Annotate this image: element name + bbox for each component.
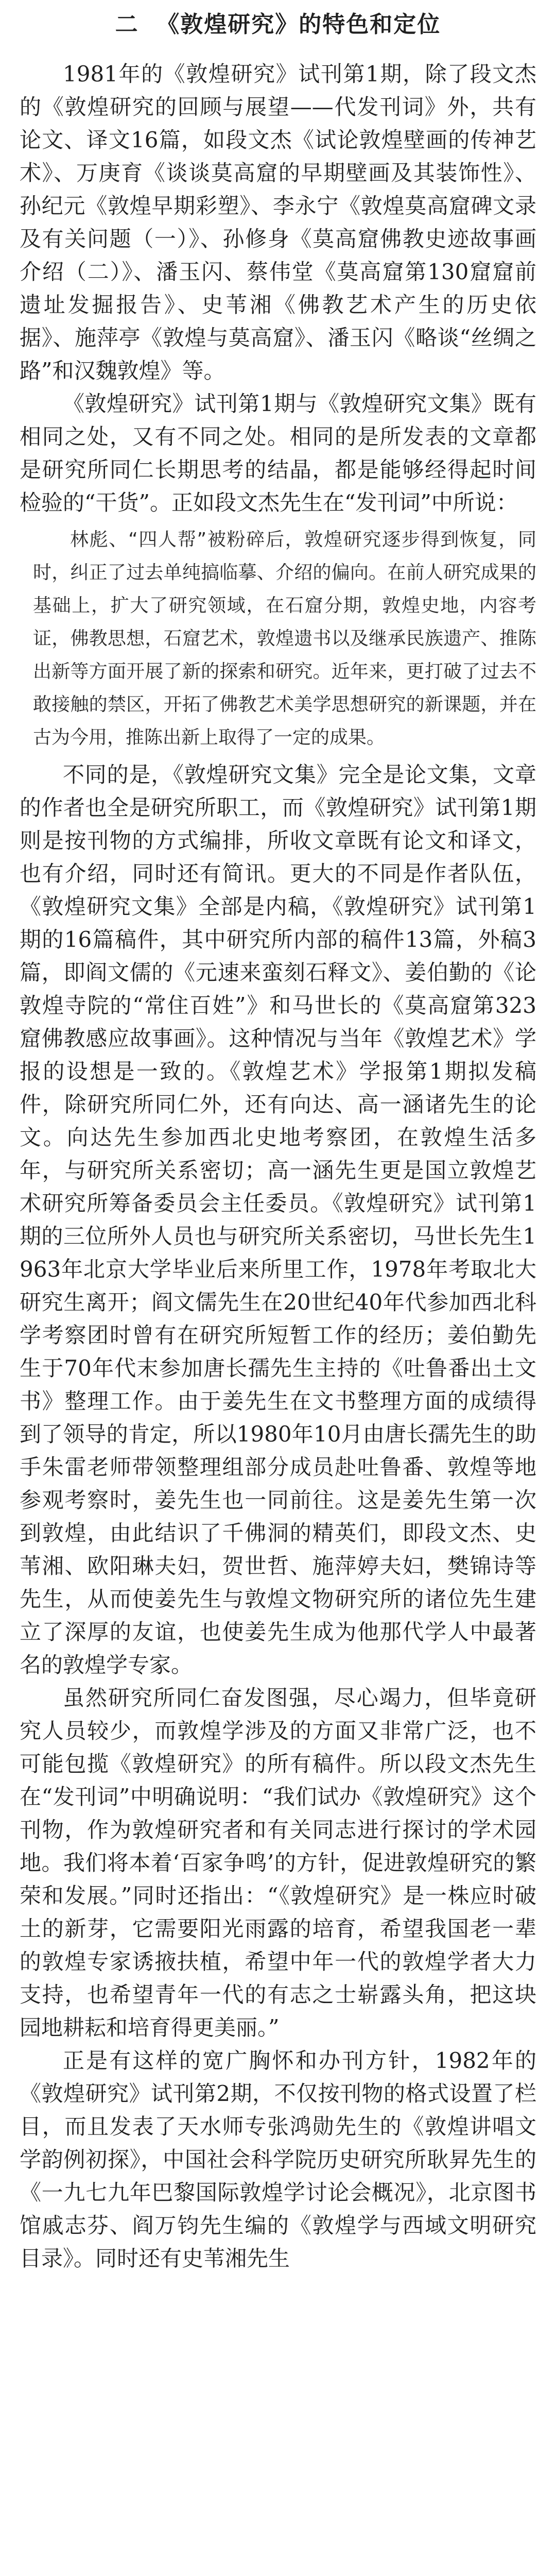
paragraph-differences: 不同的是，《敦煌研究文集》完全是论文集，文章的作者也全是研究所职工，而《敦煌研究》试刊第1期则是按刊物的方式编排，所收文章既有论文和译文，也有介绍，同时还有简讯。更大的不同是作者队伍，《敦煌研究文集》全部是内稿，《敦煌研究》试刊第1期的16篇稿件，其中研究所内部的稿件13篇，外稿3篇，即阎文儒的《元速来蛮刻石释文》、姜伯勤的《论敦煌寺院的“常住百姓”》和马世长的《莫高窟第323窟佛教感应故事画》。这种情况与当年《敦煌艺术》学报的设想是一致的。《敦煌艺术》学报第1期拟发稿件，除研究所同仁外，还有向达、高一涵诸先生的论文。向达先生参加西北史地考察团，在敦煌生活多年，与研究所关系密切；高一涵先生更是国立敦煌艺术研究所筹备委员会主任委员。《敦煌研究》试刊第1期的三位所外人员也与研究所关系密切，马世长先生1963年北京大学毕业后来所里工作，1978年考取北大研究生离开；阎文儒先生在20世纪40年代参加西北科学考察团时曾有在研究所短暂工作的经历；姜伯勤先生于70年代末参加唐长孺先生主持的《吐鲁番出土文书》整理工作。由于姜先生在文书整理方面的成绩得到了领导的肯定，所以1980年10月由唐长孺先生的助手朱雷老师带领整理组部分成员赴吐鲁番、敦煌等地参观考察时，姜先生也一同前往。这是姜先生第一次到敦煌，由此结识了千佛洞的精英们，即段文杰、史苇湘、欧阳琳夫妇，贺世哲、施萍婷夫妇，樊锦诗等先生，从而使姜先生与敦煌文物研究所的诸位先生建立了深厚的友谊，也使姜先生成为他那代学人中最著名的敦煌学专家。: [20, 762, 536, 1677]
paragraph-second-issue: 正是有这样的宽广胸怀和办刊方针，1982年的《敦煌研究》试刊第2期，不仅按刊物的格式设置了栏目，而且发表了天水师专张鸿勋先生的《敦煌讲唱文学韵例初探》，中国社会科学院历史研究所耿昇先生的《一九七九年巴黎国际敦煌学讨论会概况》，北京图书馆戚志芬、阎万钧先生编的《敦煌学与西域文明研究目录》。同时还有史苇湘先生: [20, 2048, 536, 2271]
paragraph-foreword-policy: 虽然研究所同仁奋发图强，尽心竭力，但毕竟研究人员较少，而敦煌学涉及的方面又非常广泛，也不可能包揽《敦煌研究》的所有稿件。所以段文杰先生在“发刊词”中明确说明：“我们试办《敦煌研究》这个刊物，作为敦煌研究者和有关同志进行探讨的学术园地。我们将本着‘百家争鸣’的方针，促进敦煌研究的繁荣和发展。”同时还指出：“《敦煌研究》是一株应时破土的新芽，它需要阳光雨露的培育，希望我国老一辈的敦煌专家诱掖扶植，希望中年一代的敦煌学者大力支持，也希望青年一代的有志之士崭露头角，把这块园地耕耘和培育得更美丽。”: [20, 1685, 536, 2040]
paragraph-trial-issue-contents: 1981年的《敦煌研究》试刊第1期，除了段文杰的《敦煌研究的回顾与展望——代发刊词》外，共有论文、译文16篇，如段文杰《试论敦煌壁画的传神艺术》、万庚育《谈谈莫高窟的早期壁画及其装饰性》、孙纪元《敦煌早期彩塑》、李永宁《敦煌莫高窟碑文录及有关问题（一）》、孙修身《莫高窟佛教史迹故事画介绍（二）》、潘玉闪、蔡伟堂《莫高窟第130窟窟前遗址发掘报告》、史苇湘《佛教艺术产生的历史依据》、施萍亭《敦煌与莫高窟》、潘玉闪《略谈“丝绸之路”和汉魏敦煌》等。: [20, 61, 536, 383]
section-heading: 二 《敦煌研究》的特色和定位: [115, 11, 441, 38]
block-quote-foreword: 林彪、“四人帮”被粉碎后，敦煌研究逐步得到恢复，同时，纠正了过去单纯搞临摹、介绍的偏向。在前人研究成果的基础上，扩大了研究领域，在石窟分期，敦煌史地，内容考证，佛教思想，石窟艺术，敦煌遗书以及继承民族遗产、推陈出新等方面开展了新的探索和研究。近年来，更打破了过去不敢接触的禁区，开拓了佛教艺术美学思想研究的新课题，并在古为今用，推陈出新上取得了一定的成果。: [33, 529, 536, 748]
paragraph-comparison-intro: 《敦煌研究》试刊第1期与《敦煌研究文集》既有相同之处，又有不同之处。相同的是所发表的文章都是研究所同仁长期思考的结晶，都是能够经得起时间检验的“干货”。正如段文杰先生在“发刊词”中所说：: [20, 391, 536, 515]
